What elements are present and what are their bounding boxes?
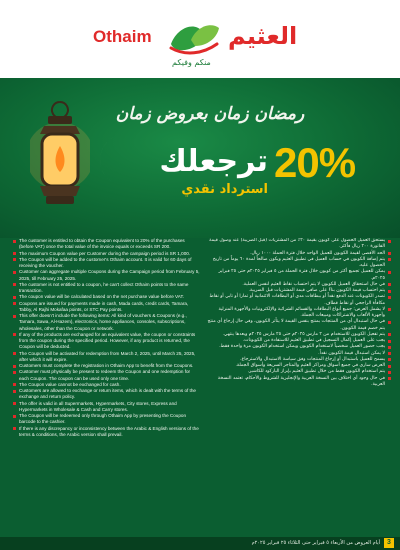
bullet-icon <box>388 308 391 311</box>
header <box>0 0 400 78</box>
bullet-icon <box>388 365 391 368</box>
bullet-icon <box>388 371 391 374</box>
term-text: This offer doesn't include the following items: All kind of vouchers & Coupons (e.g., Tamara, Sawa, Al-Hazem), electronics, home appliances, consoles, subscriptions, wholesales, other than the Coupon or network. <box>19 313 187 331</box>
bullet-icon <box>13 427 16 430</box>
term-text: لا يمكن استبدال قيمة الكوبون نقداً. <box>318 350 385 356</box>
bullet-icon <box>13 333 16 336</box>
term-text: يمكن للعميل تجميع أكثر من كوبون خلال فترة الحملة من ٥ فبراير ٢٠٢٥م حتى ٢٥ فبراير ٢٠٢٥م. <box>218 269 385 281</box>
list-item <box>12 282 200 295</box>
list-item <box>12 426 200 439</box>
term-text: Customers must complete the registration in Othaim App to benefit from the Coupons. <box>19 363 194 368</box>
bullet-icon <box>13 240 16 243</box>
list-item <box>12 238 200 251</box>
bullet-icon <box>388 358 391 361</box>
term-text: Coupons are issued for payments made in cash, Mada cards, credit cards, Tamara, Tabby, Al Rajhi Mokafaa points, or STC Pay points. <box>19 300 189 312</box>
bullet-icon <box>13 283 16 286</box>
term-text: The maximum Coupon value per Customer during the campaign period is SR 1,000. <box>19 250 191 256</box>
list-item <box>12 313 200 332</box>
list-item <box>12 351 200 364</box>
discount-percent: 20% <box>274 139 356 186</box>
lantern-icon <box>30 98 90 228</box>
list-item <box>204 319 392 332</box>
list-item <box>12 369 200 382</box>
term-text: يتم تفعيل الكوبون للاستخدام من ٢ مارس ٢٠٢٥م حتى ٢٥ مارس ٢٠٢٥م وبعدها ينتهي. <box>222 331 385 337</box>
bullet-icon <box>13 271 16 274</box>
term-text: يسمح للعميل باستبدال أو إرجاع المنتجات وفق سياسة الاستبدال والاسترجاع. <box>240 356 385 362</box>
othaim-logo-icon <box>167 18 223 58</box>
brand-name-english: Othaim <box>93 27 152 46</box>
brand-name-arabic: العثيم <box>228 22 298 50</box>
list-item <box>12 388 200 401</box>
list-item <box>12 401 200 414</box>
term-text: العرض ساري في جميع أسواق ومراكز العثيم والمتاجر السريعة وأسواق الجملة. <box>235 363 385 368</box>
bullet-icon <box>13 352 16 355</box>
list-item <box>204 269 392 282</box>
term-text: The coupon value will be calculated based on the net purchase value before VAT. <box>19 294 185 300</box>
bullet-icon <box>13 315 16 318</box>
term-text: في حال استحقاق العميل للكوبون لا يتم احتساب نقاط العثيم لنفس العملية. <box>242 281 385 287</box>
brand-tagline: منكم وفيكم <box>172 58 211 67</box>
term-text: يستحق العميل الحصول على كوبون بقيمة ٢٠٪ من المشتريات (قبل الضريبة) عند وصول قيمة الفاتورة ٢٠٠ ريال فأكثر. <box>209 238 385 250</box>
term-text: Customers are allowed to exchange or return items, which is dealt with the terms of the exchange and return policy. <box>19 388 196 400</box>
term-text: The Coupon will be added to the customer's Othaim account. It is valid for 60 days of receiving the voucher. <box>19 256 192 268</box>
bullet-icon <box>388 346 391 349</box>
bullet-icon <box>388 352 391 355</box>
term-text: في حال وجود أي اختلاف بين النسخة العربية والإنجليزية للشروط والأحكام، تعتمد النسخة العربية. <box>217 375 385 387</box>
terms-arabic-list <box>204 238 392 388</box>
offer-subheadline: استرداد نقدي <box>181 182 268 197</box>
term-text: يجب على العميل إكمال التسجيل في تطبيق العثيم للاستفادة من الكوبونات. <box>242 338 385 343</box>
term-text: The Coupon will be redeemed only through Othaim App by presenting the Coupon barcode to the cashier. <box>19 413 187 425</box>
promo-banner <box>0 78 400 238</box>
list-item <box>12 332 200 351</box>
term-text: If there is any discrepancy or inconsistency between the Arabic & English versions of the terms & conditions, the Arabic version shall prevail. <box>19 425 199 437</box>
term-text: Customer must physically be present to redeem the Coupon and one redemption for each Coupon. The coupon can be used only one time. <box>19 369 191 381</box>
bullet-icon <box>13 252 16 255</box>
list-item <box>12 301 200 314</box>
bullet-icon <box>13 258 16 261</box>
bullet-icon <box>13 365 16 368</box>
bullet-icon <box>388 333 391 336</box>
bullet-icon <box>388 377 391 380</box>
term-text: يتم احتساب قيمة الكوبون بناءً على صافي قيمة المشتريات قبل الضريبة. <box>248 288 385 293</box>
offer-headline: ترجعلك <box>159 144 268 179</box>
bullet-icon <box>388 290 391 293</box>
bullet-icon <box>13 383 16 386</box>
bullet-icon <box>388 252 391 255</box>
bullet-icon <box>13 296 16 299</box>
bullet-icon <box>13 371 16 374</box>
term-text: The offer is valid in all Supermarkets, Hypermarkets, City stores, Express and Hypermarkets in Wholesale & Cash and Carry stores. <box>19 400 177 412</box>
list-item <box>12 269 200 282</box>
term-text: يتم استخدام الكوبون فقط من خلال تطبيق العثيم بإبراز الباركود للكاشير. <box>247 369 385 375</box>
bullet-icon <box>388 240 391 243</box>
term-text: يتم إضافة الكوبون في حساب العميل في تطبيق العثيم ويكون صالحاً لمدة ٦٠ يوماً من تاريخ الحصول عليه. <box>212 256 385 268</box>
terms-english <box>12 238 200 536</box>
bullet-icon <box>388 271 391 274</box>
footer-note: أيام العروض من الأربعاء ٥ فبراير حتى الثلاثاء ٢٥ فبراير ٢٠٢٥م <box>251 540 380 546</box>
bullet-icon <box>388 283 391 286</box>
term-text: The Coupon value cannot be exchanged for cash. <box>19 381 121 387</box>
term-text: لا يشمل العرض: جميع أنواع البطاقات والقسائم الشرائية والإلكترونيات والأجهزة المنزلية وأجهزة الألعاب والاشتراكات ومبيعات الجملة. <box>218 306 385 318</box>
bullet-icon <box>388 321 391 324</box>
list-item <box>204 307 392 320</box>
term-text: في حال استبدال أي من المنتجات بمنتج بنفس القيمة لا يتأثر الكوبون، وفي حال إرجاع أي منتج يتم خصم قيمة الكوبون. <box>207 319 385 331</box>
term-text: The customer is entitled to obtain the Coupon equivalent to 20% of the purchases (before VAT) once the total value of the invoice equals or exceeds SR 200. <box>19 238 185 250</box>
term-text: يجب حضور العميل شخصياً لاستخدام الكوبون ويمكن استخدام الكوبون مرة واحدة فقط. <box>219 344 385 350</box>
term-text: تصدر الكوبونات عند الدفع نقداً أو ببطاقات مدى أو البطاقات الائتمانية أو تمارا أو تابي أو نقاط مكافأة الراجحي أو نقاط قطاف. <box>209 294 385 306</box>
terms-english-list <box>12 238 200 438</box>
term-text: The Coupon will be activated for redemption from March 2, 2025, until March 25, 2025, after which it will expire. <box>19 350 196 362</box>
term-text: الحد الأقصى لقيمة الكوبون للعميل الواحد خلال فترة الحملة ١٠٠٠ ريال. <box>250 250 385 256</box>
list-item <box>204 376 392 389</box>
bullet-icon <box>13 302 16 305</box>
term-text: The customer is not entitled to a coupon, he can't collect Othaim points to the same transaction. <box>19 281 189 293</box>
bullet-icon <box>388 340 391 343</box>
bullet-icon <box>13 390 16 393</box>
list-item <box>204 238 392 251</box>
list-item <box>12 413 200 426</box>
bullet-icon <box>388 258 391 261</box>
bullet-icon <box>13 415 16 418</box>
terms-arabic <box>204 238 392 536</box>
bullet-icon <box>388 296 391 299</box>
term-text: Customer can aggregate multiple Coupons during the Campaign period from February 5, 2025, till February 25, 2025. <box>19 269 200 281</box>
page-number: 3 <box>384 538 394 548</box>
list-item <box>204 294 392 307</box>
term-text: If any of the products are exchanged for an equivalent value, the coupon or constraints from the coupon during the specified period. However, if any product is returned, the Coupon will be deducted. <box>19 331 196 350</box>
bullet-icon <box>13 402 16 405</box>
list-item <box>204 257 392 270</box>
campaign-title: رمضان زمان بعروض زمان <box>115 104 305 124</box>
list-item <box>12 257 200 270</box>
